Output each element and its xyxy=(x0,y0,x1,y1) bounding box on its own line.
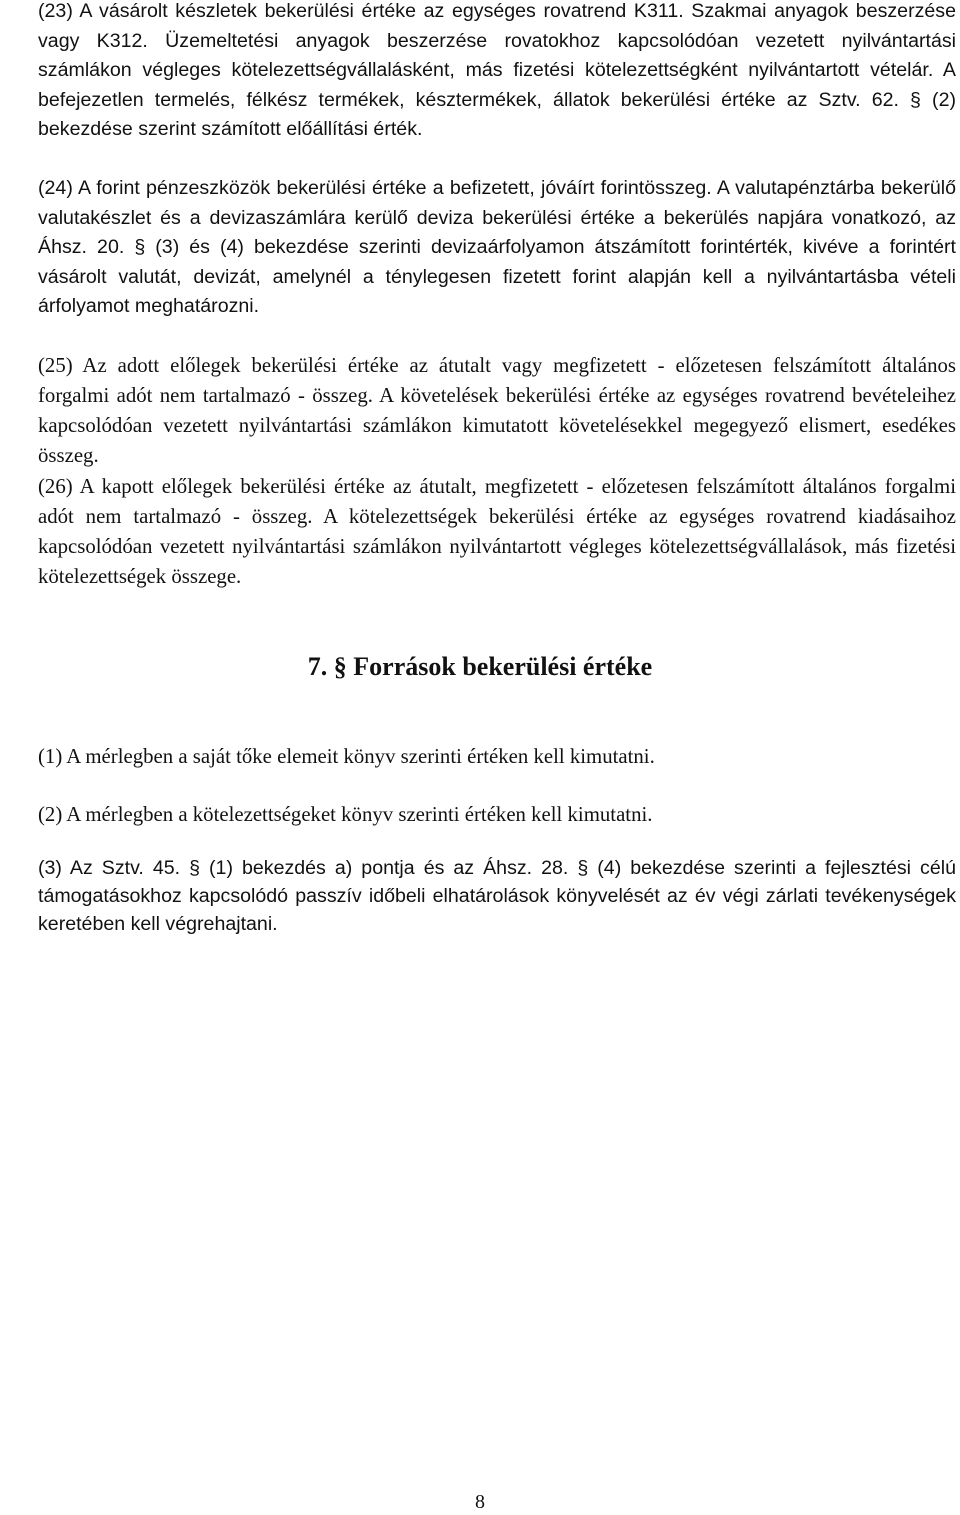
section-item-2: (2) A mérlegben a kötelezettségeket könyv szerinti értéken kell kimutatni. xyxy=(38,803,653,826)
paragraph-23: (23) A vásárolt készletek bekerülési értéke az egységes rovatrend K311. Szakmai anyagok beszerzése vagy K312. Üzemeltetési anyagok beszerzése rovatokhoz kapcsolódóan vezetett nyilvántartási számlákon végleges kötelezettségvállalásként, más fizetési kötelezettségként nyilvántartott vételár. A befejezetlen termelés, félkész termékek, késztermékek, állatok bekerülési értéke az Sztv. 62. § (2) bekezdése szerint számított előállítási érték. xyxy=(38,0,956,140)
paragraph-25: (25) Az adott előlegek bekerülési értéke az átutalt vagy megfizetett - előzetesen felszámított általános forgalmi adót nem tartalmazó - összeg. A követelések bekerülési értéke az egységes rovatrend bevételeihez kapcsolódóan vezetett nyilvántartási számlákon kimutatott követelésekkel megegyező elismert, esedékes összeg. xyxy=(38,354,956,467)
paragraph-24: (24) A forint pénzeszközök bekerülési értéke a befizetett, jóváírt forintösszeg. A valutapénztárba bekerülő valutakészlet és a devizaszámlára kerülő deviza bekerülési értéke a bekerülés napjára vonatkozó, az Áhsz. 20. § (3) és (4) bekezdése szerinti devizaárfolyamon átszámított forintérték, kivéve a forintért vásárolt valutát, devizát, amelynél a ténylegesen fizetett forint alapján kell a nyilvántartásba vételi árfolyamot meghatározni. xyxy=(38,177,956,317)
section-item-3: (3) Az Sztv. 45. § (1) bekezdés a) pontja és az Áhsz. 28. § (4) bekezdése szerinti a fejlesztési célú támogatásokhoz kapcsolódó passzív időbeli elhatárolások könyvelését az év végi zárlati tevékenységek keretében kell végrehajtani. xyxy=(38,857,956,935)
page-number: 8 xyxy=(475,1491,485,1513)
paragraph-26: (26) A kapott előlegek bekerülési értéke az átutalt, megfizetett - előzetesen felszámított általános forgalmi adót nem tartalmazó - összeg. A kötelezettségek bekerülési értéke az egységes rovatrend kiadásaihoz kapcsolódóan vezetett nyilvántartási számlákon nyilvántartott végleges kötelezettségvállalások, más fizetési kötelezettségek összege. xyxy=(38,475,956,588)
section-item-1: (1) A mérlegben a saját tőke elemeit könyv szerinti értéken kell kimutatni. xyxy=(38,745,655,768)
section-heading: 7. § Források bekerülési értéke xyxy=(307,652,653,681)
